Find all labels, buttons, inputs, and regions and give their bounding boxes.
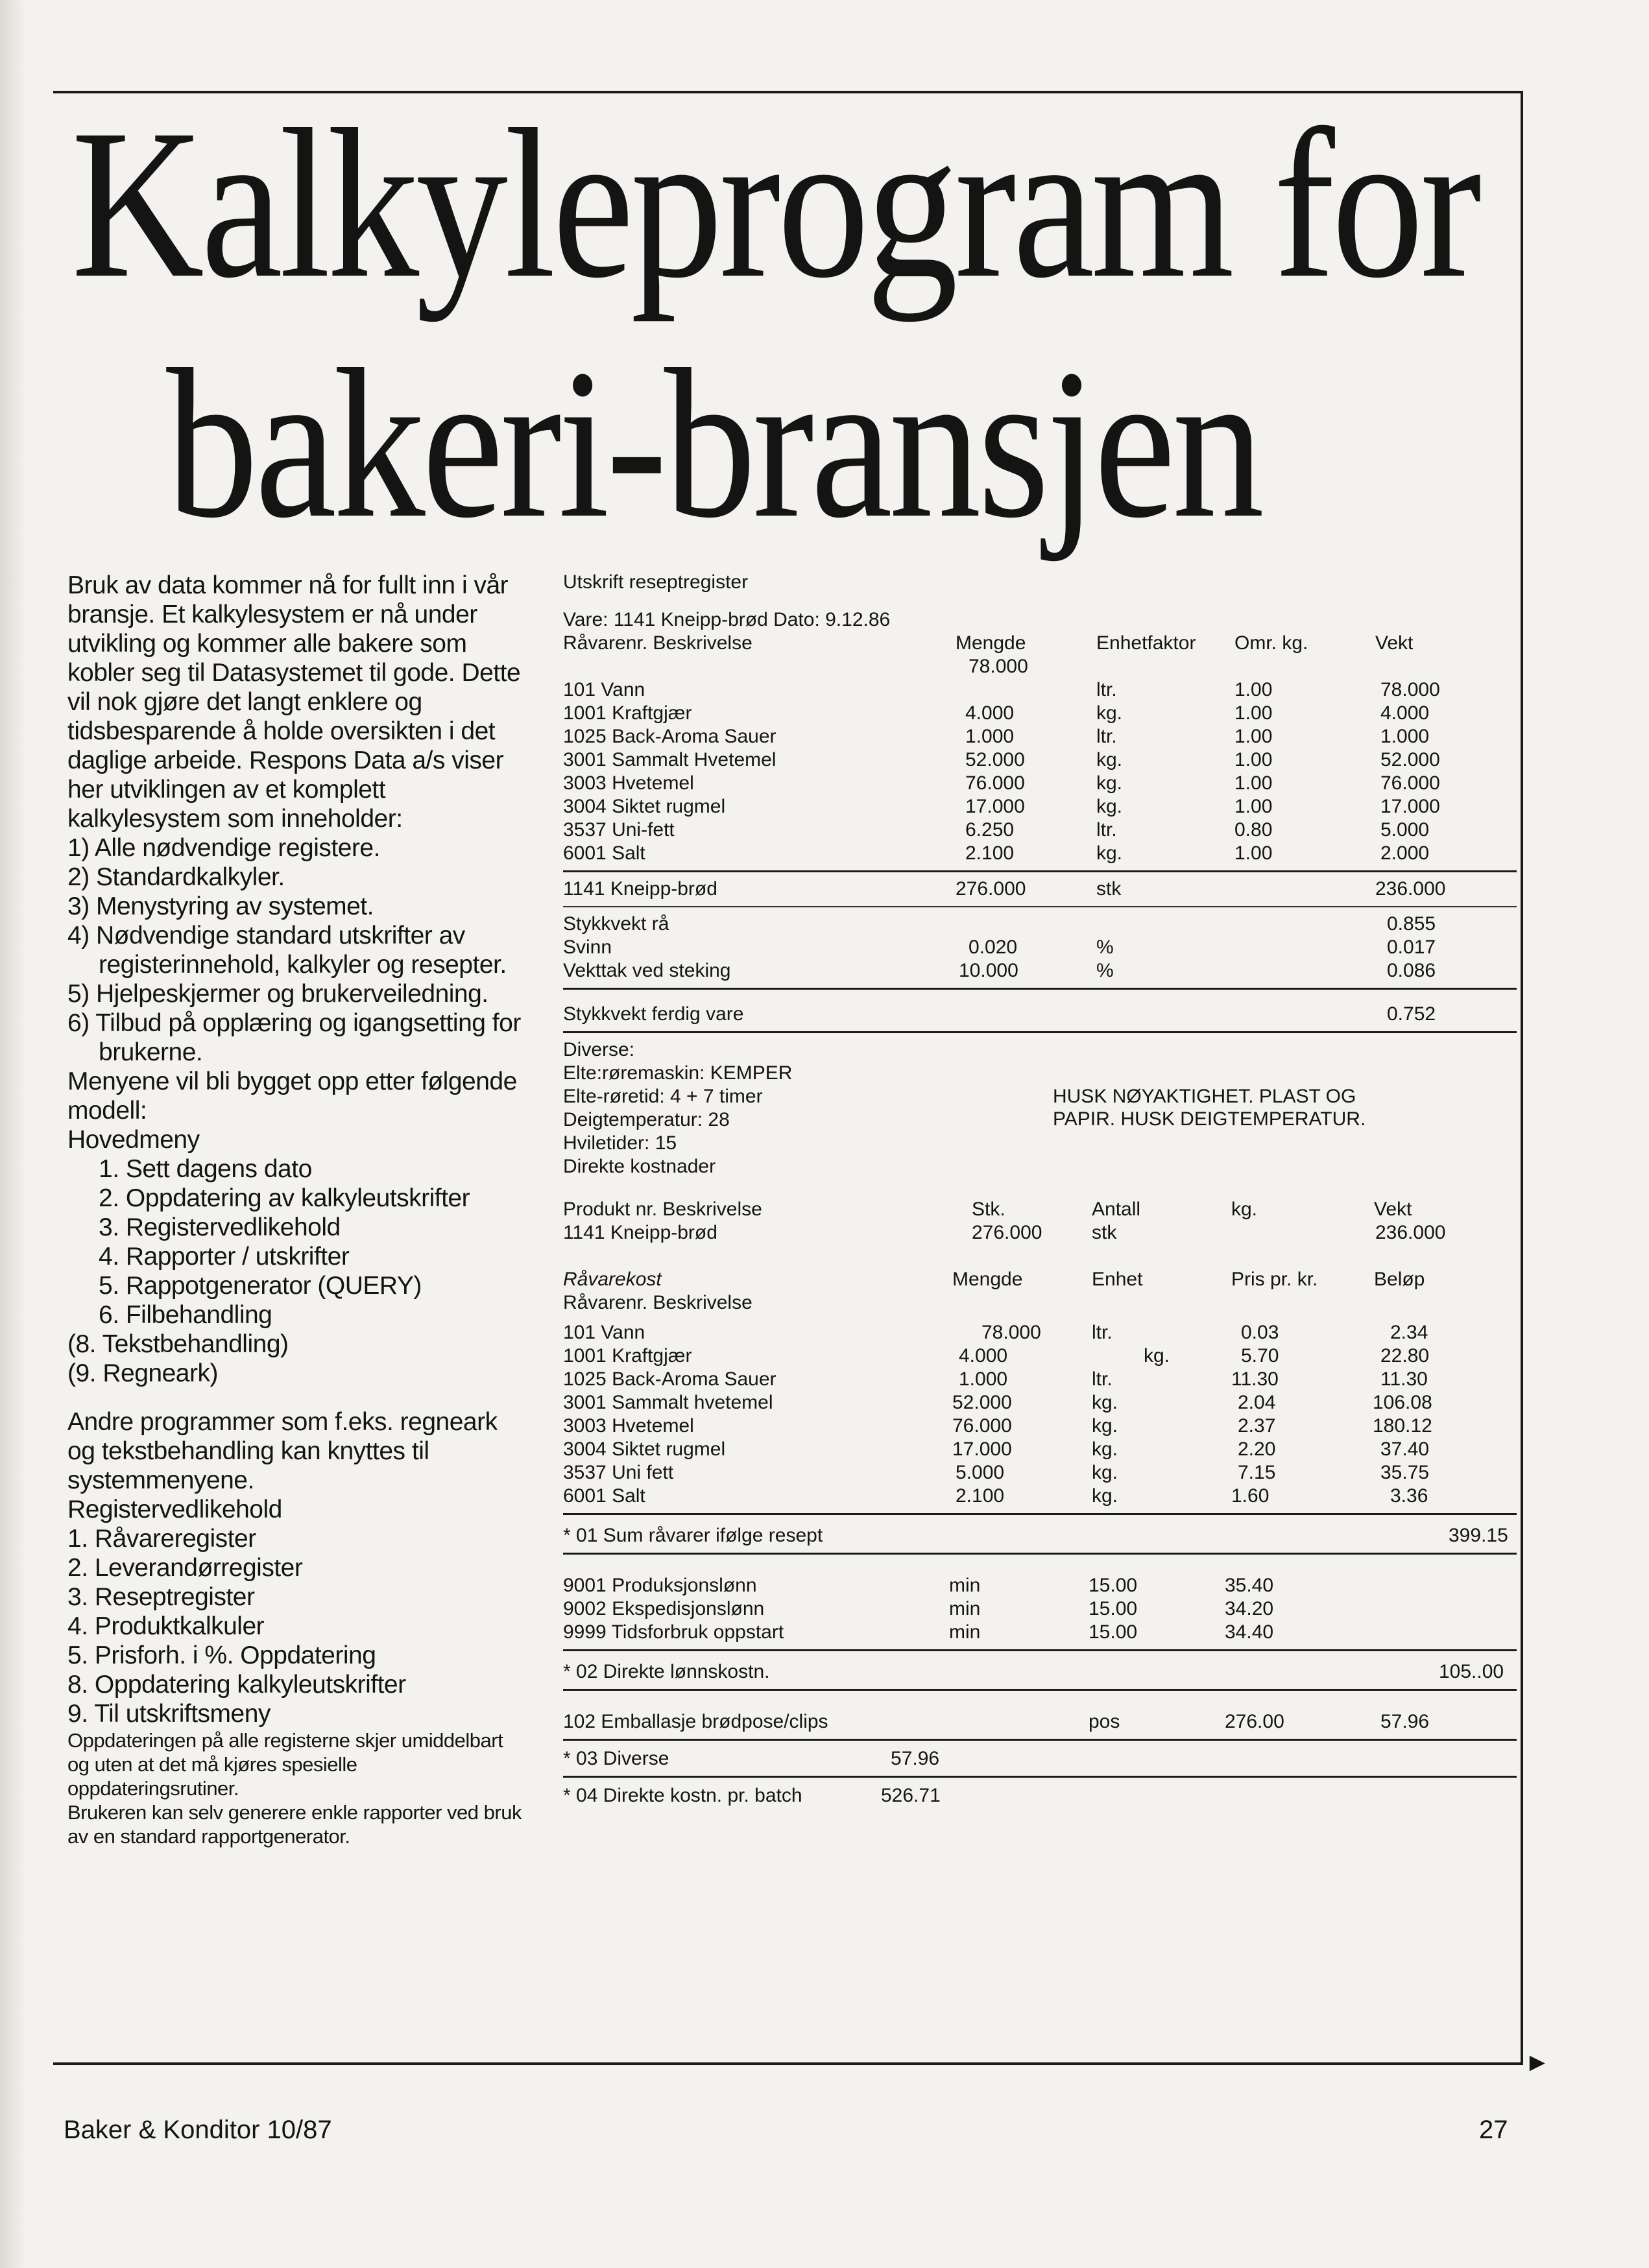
- raw-row: 3001 Sammalt hvetemel 52.000 kg. 2.04 106.08: [563, 1392, 1432, 1413]
- recipe-row: 101 Vann ltr. 1.00 78.000: [563, 679, 1440, 700]
- recipe-row: 1001 Kraftgjær 4.000 kg. 1.00 4.000: [563, 702, 1430, 724]
- stykkvekt-ra-row: Stykkvekt rå 0.855: [563, 913, 1436, 935]
- feature-item: 4) Nødvendige standard utskrifter av registerinnehold, kalkyler og resepter.: [67, 922, 507, 979]
- printout-column: [563, 571, 1517, 1808]
- mengde-top: 78.000: [969, 656, 1028, 677]
- title-line-2: bakeri-bransjen: [166, 326, 1261, 562]
- intro-paragraph: Bruk av data kommer nå for fullt inn i vår bransje. Et kalkylesystem er nå under utvikling og kommer alle bakere som kobler seg til Datasystemet til gode. Dette vil nok gjøre det langt enklere og tidsbesparende å holde oversikten i det daglige arbeide. Respons Data a/s viser her utviklingen av et komplett kalkylesystem som inneholder:: [67, 571, 521, 833]
- left-column: [67, 571, 527, 1848]
- feature-item: 1) Alle nødvendige registere.: [67, 834, 380, 862]
- model-intro: Menyene vil bli bygget opp etter følgende modell:: [67, 1068, 517, 1125]
- raw-header-row: Råvarekost Mengde Enhet Pris pr. kr. Beløp: [563, 1269, 1425, 1290]
- raw-row: 3003 Hvetemel 76.000 kg. 2.37 180.12: [563, 1415, 1432, 1437]
- sum02-row: * 02 Direkte lønnskostn. 105..00: [563, 1661, 1504, 1682]
- feature-item: 5) Hjelpeskjermer og brukerveiledning.: [67, 980, 488, 1008]
- packaging-row: 102 Emballasje brødpose/clips pos 276.00 57.96: [563, 1711, 1430, 1732]
- note-reports: Brukeren kan selv generere enkle rapporter ved bruk av en standard rapportgenerator.: [67, 1801, 522, 1848]
- register-item: 8. Oppdatering kalkyleutskrifter: [67, 1671, 406, 1699]
- feature-item: 2) Standardkalkyler.: [67, 863, 285, 891]
- other-programs: Andre programmer som f.eks. regneark og tekstbehandling kan knyttes til systemmenyene.: [67, 1408, 498, 1494]
- menu-item: 6. Filbehandling: [99, 1301, 272, 1329]
- raw-row: 3537 Uni fett 5.000 kg. 7.15 35.75: [563, 1462, 1430, 1483]
- register-item: 1. Råvareregister: [67, 1525, 256, 1553]
- menu-item: 1. Sett dagens dato: [99, 1155, 312, 1183]
- sum01-row: * 01 Sum råvarer ifølge resept 399.15: [563, 1525, 1508, 1546]
- raw-row: 3004 Siktet rugmel 17.000 kg. 2.20 37.40: [563, 1438, 1430, 1460]
- title-line-1: Kalkyleprogram for: [71, 86, 1478, 322]
- menu-item: 2. Oppdatering av kalkyleutskrifter: [99, 1184, 470, 1212]
- labour-row: 9002 Ekspedisjonslønn min 15.00 34.20: [563, 1598, 1274, 1619]
- diverse-line: Elte:røremaskin: KEMPER: [563, 1062, 793, 1084]
- raw-row: 1025 Back-Aroma Sauer 1.000 ltr. 11.30 11.30: [563, 1368, 1428, 1390]
- sum04-row: * 04 Direkte kostn. pr. batch 526.71: [563, 1785, 941, 1806]
- main-menu-title: Hovedmeny: [67, 1126, 200, 1154]
- vekttak-row: Vekttak ved steking 10.000 % 0.086: [563, 960, 1436, 981]
- article-title: [71, 84, 1478, 564]
- printout-heading: Utskrift reseptregister: [563, 571, 749, 593]
- raw-subheader: Råvarenr. Beskrivelse: [563, 1292, 752, 1313]
- recipe-row: 1025 Back-Aroma Sauer 1.000 ltr. 1.00 1.000: [563, 726, 1430, 747]
- menu-item: 4. Rapporter / utskrifter: [99, 1243, 350, 1271]
- page-edge: [0, 0, 26, 2268]
- footer-magazine: Baker & Konditor 10/87: [64, 2116, 332, 2144]
- page-number: 27: [1479, 2116, 1508, 2144]
- recipe-row: 3001 Sammalt Hvetemel 52.000 kg. 1.00 52.000: [563, 749, 1440, 770]
- labour-row: 9001 Produksjonslønn min 15.00 35.40: [563, 1575, 1274, 1596]
- sum03-row: * 03 Diverse 57.96: [563, 1748, 940, 1769]
- product-row: 1141 Kneipp-brød 276.000 stk 236.000: [563, 1222, 1446, 1243]
- register-item: 5. Prisforh. i %. Oppdatering: [67, 1641, 376, 1669]
- recipe-row: 3004 Siktet rugmel 17.000 kg. 1.00 17.000: [563, 796, 1440, 817]
- recipe-row: 3003 Hvetemel 76.000 kg. 1.00 76.000: [563, 772, 1440, 794]
- direct-costs-heading: Direkte kostnader: [563, 1156, 716, 1177]
- register-title: Registervedlikehold: [67, 1496, 282, 1523]
- menu-item: 5. Rappotgenerator (QUERY): [99, 1272, 422, 1300]
- diverse-line: Hviletider: 15: [563, 1132, 677, 1154]
- note-update: Oppdateringen på alle registerne skjer umiddelbart og uten at det må kjøres spesielle oppdateringsrutiner.: [67, 1729, 503, 1800]
- menu-item: 3. Registervedlikehold: [99, 1213, 341, 1241]
- diverse-line: Elte-røretid: 4 + 7 timer: [563, 1086, 763, 1107]
- svinn-row: Svinn 0.020 % 0.017: [563, 937, 1436, 958]
- recipe-total-row: 1141 Kneipp-brød 276.000 stk 236.000: [563, 878, 1446, 900]
- feature-item: 6) Tilbud på opplæring og igangsetting for brukerne.: [67, 1009, 521, 1066]
- vare-line: Vare: 1141 Kneipp-brød Dato: 9.12.86: [563, 609, 891, 630]
- raw-row: 1001 Kraftgjær 4.000 kg. 5.70 22.80: [563, 1345, 1430, 1367]
- menu-item: (8. Tekstbehandling): [67, 1330, 289, 1358]
- register-item: 3. Reseptregister: [67, 1583, 255, 1611]
- register-item: 4. Produktkalkuler: [67, 1612, 265, 1640]
- diverse-line: Deigtemperatur: 28: [563, 1109, 730, 1130]
- raw-row: 101 Vann 78.000 ltr. 0.03 2.34: [563, 1322, 1428, 1343]
- register-item: 9. Til utskriftsmeny: [67, 1700, 271, 1728]
- menu-item: (9. Regneark): [67, 1359, 218, 1387]
- recipe-row: 3537 Uni-fett 6.250 ltr. 0.80 5.000: [563, 819, 1430, 841]
- recipe-row: 6001 Salt 2.100 kg. 1.00 2.000: [563, 842, 1430, 864]
- recipe-header-row: Råvarenr. Beskrivelse Mengde Enhetfaktor Omr. kg. Vekt: [563, 632, 1414, 654]
- continue-arrow-icon: ►: [1524, 2048, 1550, 2077]
- raw-row: 6001 Salt 2.100 kg. 1.60 3.36: [563, 1485, 1428, 1507]
- labour-row: 9999 Tidsforbruk oppstart min 15.00 34.40: [563, 1621, 1274, 1643]
- diverse-line: Diverse:: [563, 1039, 635, 1060]
- register-item: 2. Leverandørregister: [67, 1554, 303, 1582]
- feature-item: 3) Menystyring av systemet.: [67, 892, 374, 920]
- ferdig-row: Stykkvekt ferdig vare 0.752: [563, 1003, 1436, 1025]
- product-header-row: Produkt nr. Beskrivelse Stk. Antall kg. Vekt: [563, 1199, 1412, 1220]
- husk-note: HUSK NØYAKTIGHET. PLAST OG PAPIR. HUSK DEIGTEMPERATUR.: [1053, 1086, 1366, 1130]
